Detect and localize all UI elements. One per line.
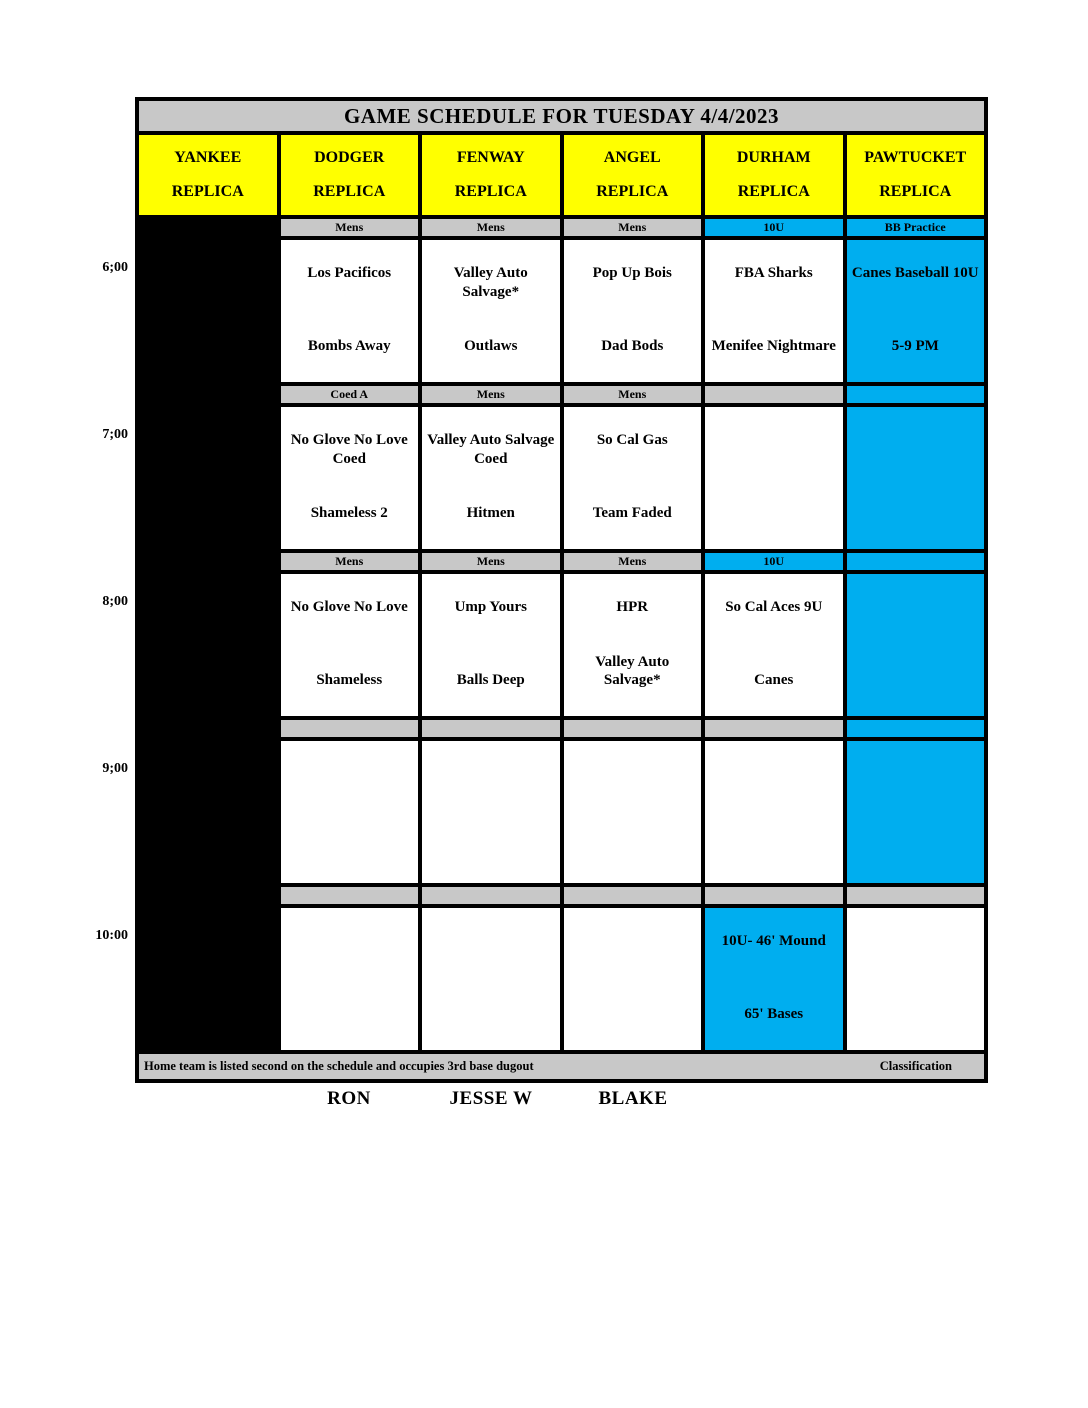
closed-field-cell bbox=[139, 240, 277, 382]
classification-badge bbox=[705, 887, 843, 904]
classification-badge bbox=[847, 386, 985, 403]
game-cell bbox=[281, 574, 419, 716]
game-cell bbox=[281, 407, 419, 549]
footer-note: Home team is listed second on the schedule and occupies 3rd base dugout bbox=[144, 1059, 534, 1073]
game-cell bbox=[564, 574, 702, 716]
classification-badge: BB Practice bbox=[847, 219, 985, 236]
classification-badge bbox=[564, 887, 702, 904]
away-team: So Cal Aces 9U bbox=[725, 599, 823, 615]
field-subname: REPLICA bbox=[171, 183, 244, 200]
classification-badge: Mens bbox=[564, 386, 702, 403]
field-name: DODGER bbox=[314, 149, 385, 166]
field-subname: REPLICA bbox=[596, 183, 669, 200]
field-header-angel bbox=[564, 135, 702, 215]
closed-field-cell bbox=[139, 553, 277, 570]
home-team: Team Faded bbox=[592, 505, 672, 522]
classification-badge bbox=[281, 720, 419, 737]
field-name: ANGEL bbox=[603, 149, 661, 166]
classification-badge: Mens bbox=[422, 386, 560, 403]
closed-field-cell bbox=[139, 741, 277, 883]
practice-cell-empty bbox=[847, 407, 985, 549]
home-team: Valley Auto Salvage* bbox=[595, 653, 670, 689]
away-team: HPR bbox=[616, 599, 649, 615]
classification-badge bbox=[847, 553, 985, 570]
away-team: So Cal Gas bbox=[596, 432, 668, 448]
classification-label: Classification bbox=[879, 1059, 952, 1073]
classification-badge bbox=[705, 720, 843, 737]
classification-badge bbox=[847, 887, 985, 904]
time-label: 10:00 bbox=[95, 928, 128, 943]
mound-note: 10U- 46' Mound bbox=[721, 933, 826, 949]
game-cell bbox=[705, 574, 843, 716]
schedule-grid bbox=[135, 97, 988, 1083]
home-team: Outlaws bbox=[464, 338, 518, 355]
closed-field-cell bbox=[139, 887, 277, 904]
away-team: Pop Up Bois bbox=[592, 265, 672, 281]
umpire-name: RON bbox=[327, 1088, 371, 1109]
away-team: Valley Auto Salvage Coed bbox=[427, 432, 555, 467]
practice-team: Canes Baseball 10U bbox=[851, 265, 979, 281]
home-team: Bombs Away bbox=[307, 338, 391, 355]
field-note-cell bbox=[705, 908, 843, 1050]
classification-badge: Mens bbox=[281, 219, 419, 236]
practice-time: 5-9 PM bbox=[891, 338, 939, 355]
practice-cell-empty bbox=[847, 574, 985, 716]
time-label: 8;00 bbox=[102, 594, 128, 609]
classification-badge bbox=[564, 720, 702, 737]
classification-badge: Mens bbox=[564, 219, 702, 236]
home-team: Hitmen bbox=[466, 505, 515, 522]
umpire-name: BLAKE bbox=[598, 1088, 668, 1109]
time-label: 7;00 bbox=[102, 427, 128, 442]
practice-cell-empty bbox=[847, 741, 985, 883]
home-team: Menifee Nightmare bbox=[711, 338, 836, 355]
closed-field-cell bbox=[139, 219, 277, 236]
home-team: Dad Bods bbox=[601, 338, 664, 355]
classification-badge bbox=[705, 386, 843, 403]
away-team: No Glove No Love Coed bbox=[290, 432, 408, 467]
field-header-dodger bbox=[281, 135, 419, 215]
field-name: PAWTUCKET bbox=[864, 149, 967, 166]
field-name: DURHAM bbox=[736, 149, 811, 166]
field-header-durham bbox=[705, 135, 843, 215]
classification-badge: Mens bbox=[564, 553, 702, 570]
away-team: Los Pacificos bbox=[307, 265, 392, 281]
game-cell-empty bbox=[564, 741, 702, 883]
footer-bar bbox=[139, 1054, 984, 1079]
practice-cell bbox=[847, 240, 985, 382]
classification-badge: Mens bbox=[422, 219, 560, 236]
away-team: FBA Sharks bbox=[734, 265, 813, 281]
classification-badge bbox=[422, 720, 560, 737]
classification-badge: Coed A bbox=[281, 386, 419, 403]
game-cell bbox=[564, 240, 702, 382]
classification-badge bbox=[847, 720, 985, 737]
closed-field-cell bbox=[139, 720, 277, 737]
game-cell bbox=[422, 240, 560, 382]
field-subname: REPLICA bbox=[313, 183, 386, 200]
closed-field-cell bbox=[139, 574, 277, 716]
schedule-title: GAME SCHEDULE FOR TUESDAY 4/4/2023 bbox=[139, 101, 984, 131]
field-name: FENWAY bbox=[456, 149, 525, 166]
home-team: Shameless 2 bbox=[310, 505, 388, 522]
game-cell-empty bbox=[281, 741, 419, 883]
closed-field-cell bbox=[139, 908, 277, 1050]
time-label: 6;00 bbox=[102, 260, 128, 275]
umpire-name: JESSE W bbox=[449, 1088, 533, 1109]
game-cell bbox=[281, 240, 419, 382]
field-subname: REPLICA bbox=[879, 183, 952, 200]
field-name: YANKEE bbox=[174, 149, 242, 166]
classification-badge: 10U bbox=[705, 553, 843, 570]
away-team: Valley Auto Salvage* bbox=[453, 265, 528, 300]
field-subname: REPLICA bbox=[737, 183, 810, 200]
game-cell bbox=[422, 574, 560, 716]
away-team: Ump Yours bbox=[454, 599, 527, 615]
game-cell-empty bbox=[705, 741, 843, 883]
game-cell-empty bbox=[422, 908, 560, 1050]
game-cell-empty bbox=[564, 908, 702, 1050]
classification-badge: Mens bbox=[422, 553, 560, 570]
game-cell-empty bbox=[281, 908, 419, 1050]
home-team: Canes bbox=[754, 672, 794, 689]
bases-note: 65' Bases bbox=[744, 1006, 804, 1023]
game-cell-empty bbox=[705, 407, 843, 549]
classification-badge bbox=[422, 887, 560, 904]
game-cell bbox=[422, 407, 560, 549]
away-team: No Glove No Love bbox=[290, 599, 408, 615]
classification-badge bbox=[281, 887, 419, 904]
game-cell bbox=[564, 407, 702, 549]
home-team: Shameless bbox=[316, 672, 383, 689]
game-cell-empty bbox=[847, 908, 985, 1050]
field-header-pawtucket bbox=[847, 135, 985, 215]
closed-field-cell bbox=[139, 407, 277, 549]
classification-badge: 10U bbox=[705, 219, 843, 236]
classification-badge: Mens bbox=[281, 553, 419, 570]
field-header-fenway bbox=[422, 135, 560, 215]
field-header-yankee bbox=[139, 135, 277, 215]
field-subname: REPLICA bbox=[454, 183, 527, 200]
game-cell bbox=[705, 240, 843, 382]
game-cell-empty bbox=[422, 741, 560, 883]
closed-field-cell bbox=[139, 386, 277, 403]
home-team: Balls Deep bbox=[456, 672, 525, 689]
time-label: 9;00 bbox=[102, 761, 128, 776]
